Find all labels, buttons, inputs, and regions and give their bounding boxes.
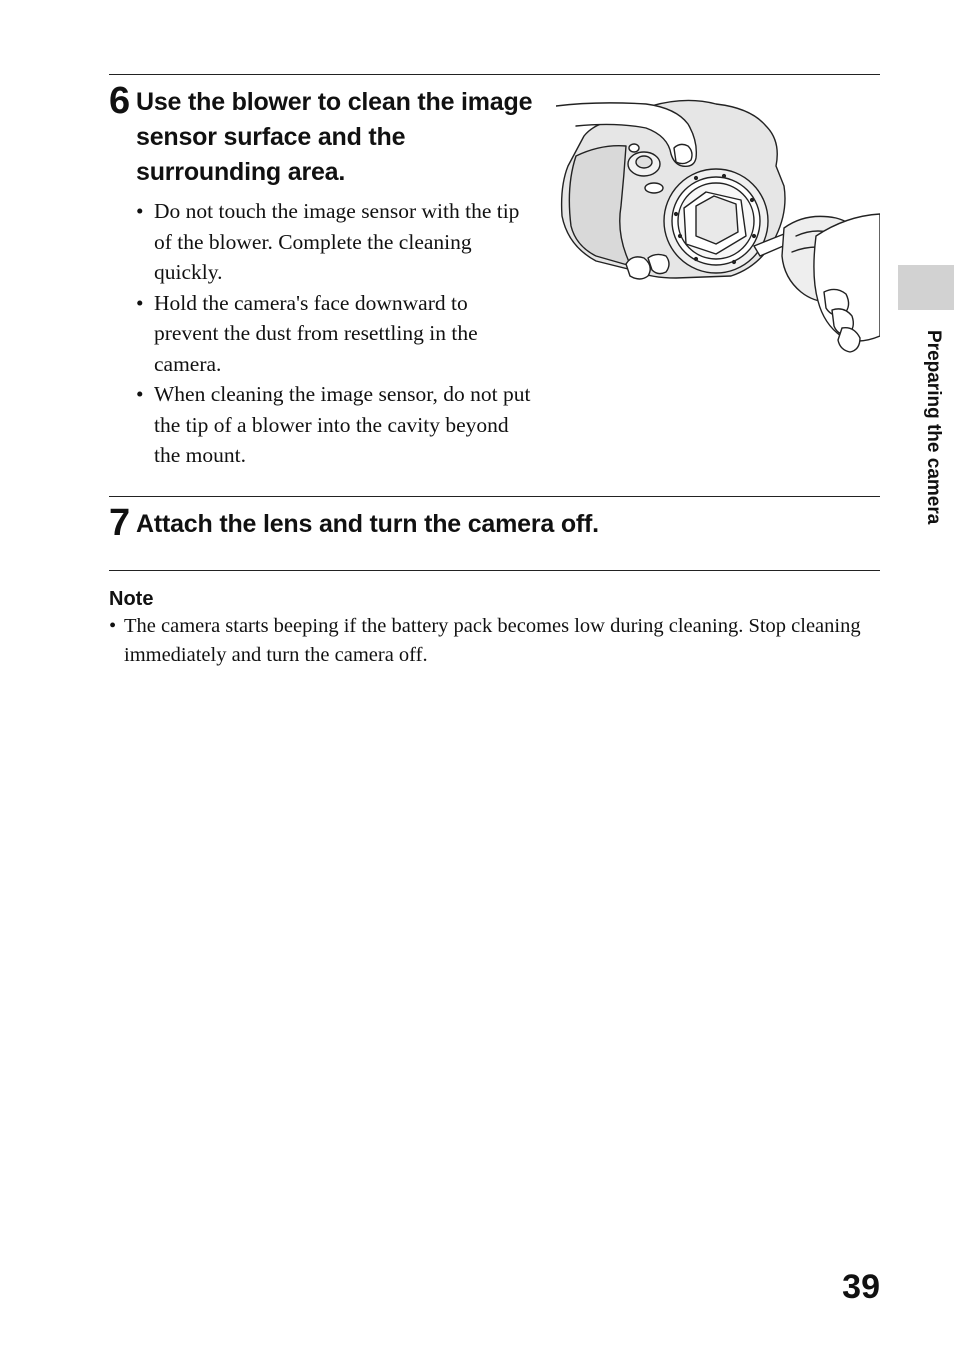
- camera-cleaning-illustration: [556, 96, 880, 358]
- step-6-bullets: [136, 196, 536, 471]
- note-rule: [109, 570, 880, 571]
- list-item: • When cleaning the image sensor, do not put the tip of a blower into the cavity beyond the mount.: [136, 379, 536, 471]
- step-6-title-line: surrounding area.: [136, 158, 346, 186]
- side-tab-marker: [898, 265, 954, 310]
- list-item: • Do not touch the image sensor with the tip of the blower. Complete the cleaning quickly.: [136, 196, 536, 288]
- step-7-rule: [109, 496, 880, 497]
- list-item: • Hold the camera's face downward to prevent the dust from resettling in the camera.: [136, 288, 536, 380]
- step-7-title: Attach the lens and turn the camera off.: [136, 510, 599, 538]
- side-tab-label-text: Preparing the camera: [923, 330, 944, 525]
- list-item: • The camera starts beeping if the battery pack becomes low during cleaning. Stop cleaning immediately and turn the camera off.: [109, 612, 869, 670]
- top-rule: [109, 74, 880, 75]
- step-7-number: 7: [109, 502, 131, 544]
- side-tab-label: [920, 330, 944, 570]
- step-6-title-line: Use the blower to clean the image: [136, 88, 533, 116]
- step-6-title: [136, 85, 546, 190]
- step-6-number: 6: [109, 80, 131, 122]
- note-list: [109, 612, 869, 670]
- note-label: Note: [109, 588, 154, 610]
- step-6-title-line: sensor surface and the: [136, 123, 406, 151]
- page-number: 39: [842, 1268, 880, 1306]
